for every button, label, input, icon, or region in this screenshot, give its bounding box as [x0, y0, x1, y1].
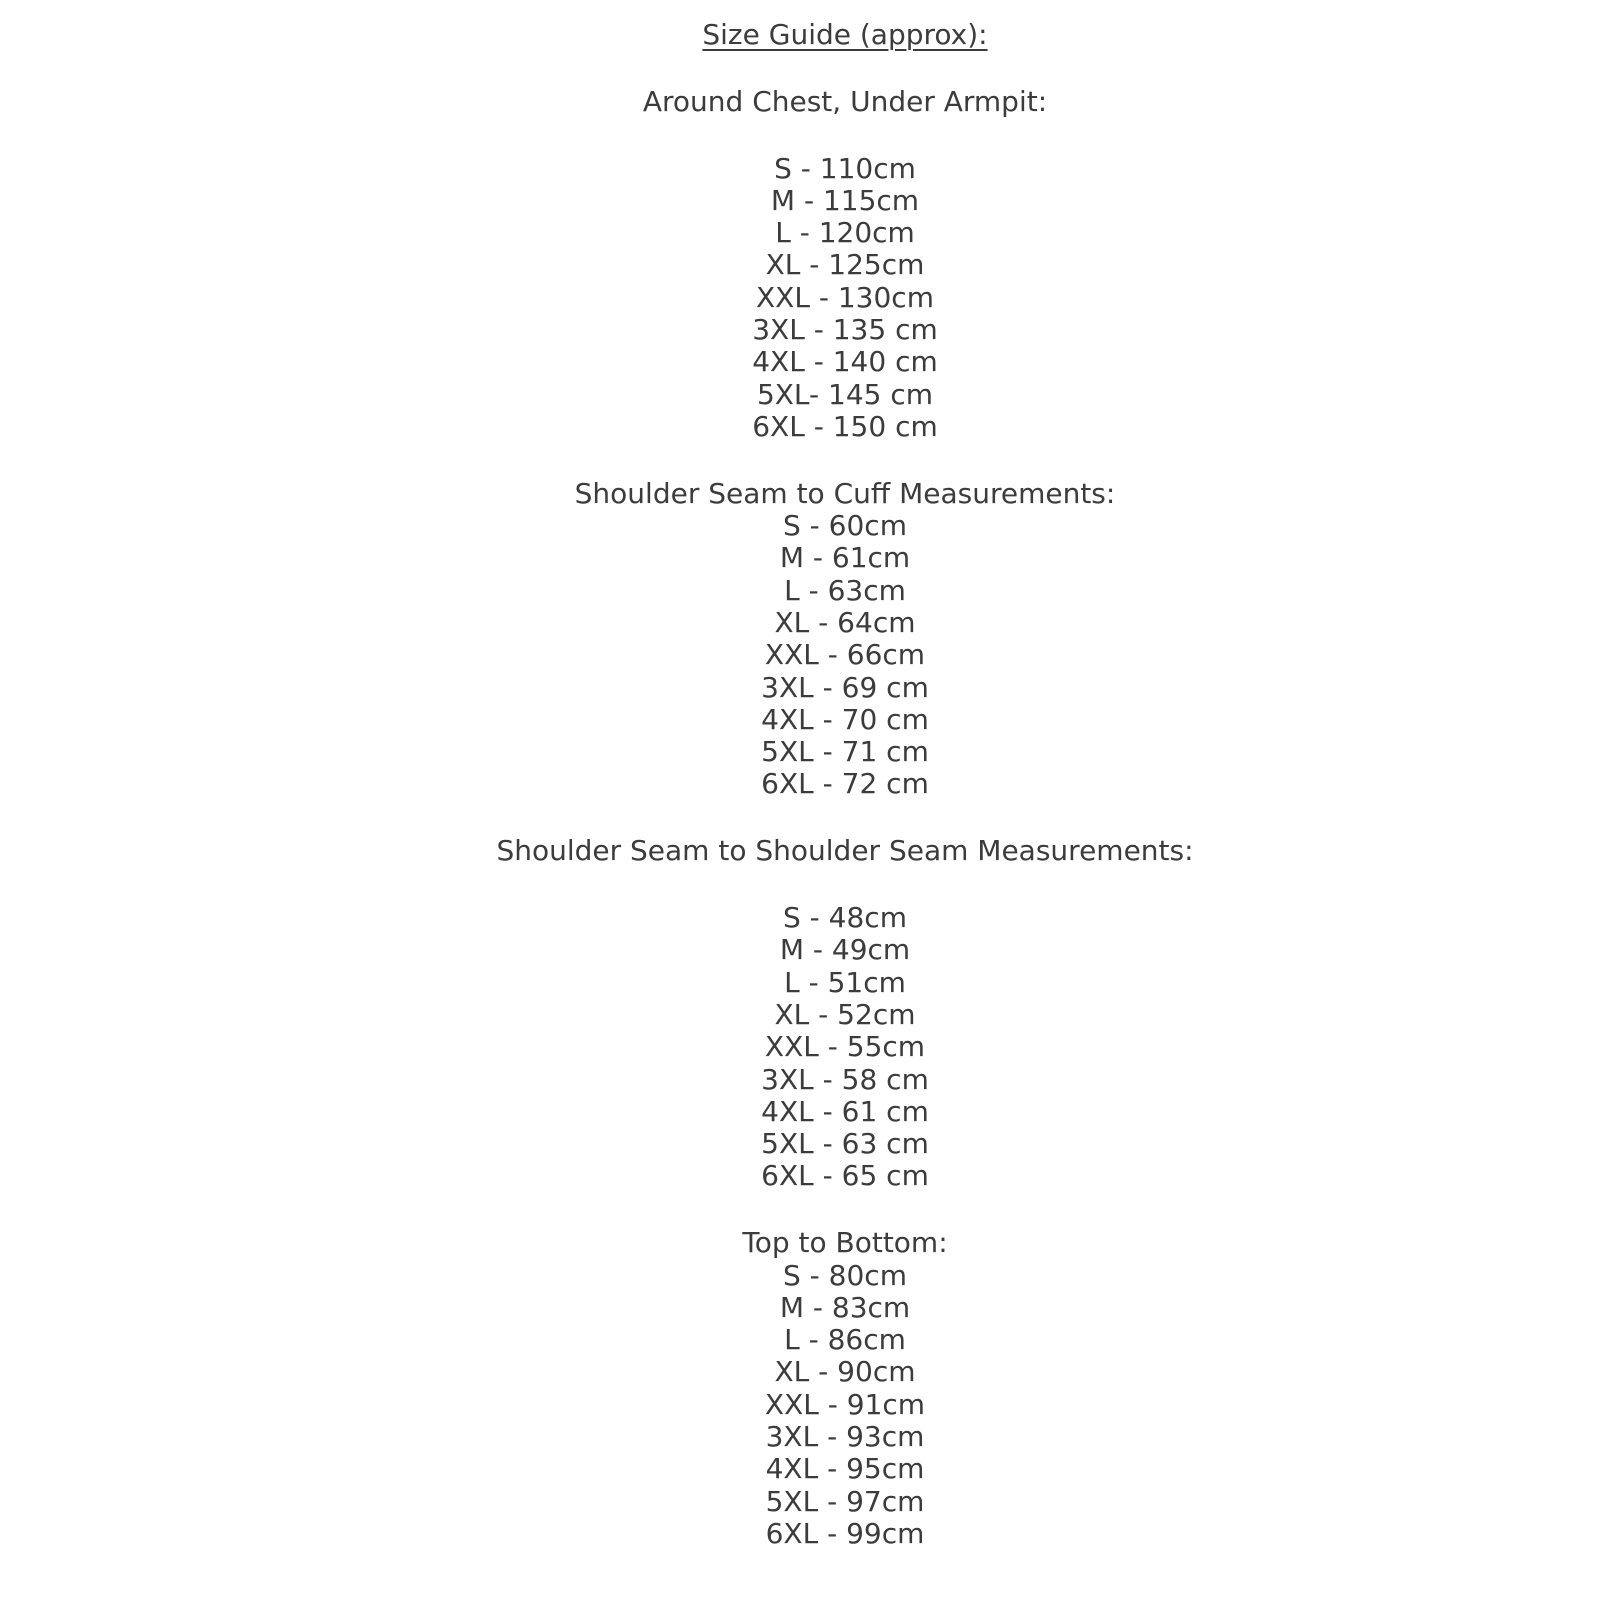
size-row: S - 110cm — [774, 151, 916, 185]
page-title: Size Guide (approx): — [702, 18, 988, 51]
size-row: 6XL - 99cm — [765, 1516, 925, 1550]
size-row: 6XL - 150 cm — [752, 409, 938, 443]
size-row: XL - 64cm — [774, 605, 916, 639]
size-row: S - 60cm — [783, 509, 907, 543]
size-row: XL - 125cm — [765, 248, 925, 282]
size-row: 3XL - 135 cm — [752, 313, 938, 347]
section-heading-length: Top to Bottom: — [742, 1226, 948, 1260]
size-row: L - 86cm — [784, 1323, 906, 1357]
size-row: M - 83cm — [779, 1290, 911, 1324]
size-row: XXL - 55cm — [764, 1030, 926, 1064]
spacer — [90, 51, 1600, 86]
size-row: 4XL - 95cm — [765, 1452, 925, 1486]
size-row: M - 49cm — [779, 933, 911, 967]
spacer — [90, 801, 1600, 836]
size-row: 6XL - 65 cm — [761, 1159, 929, 1193]
section-heading-chest: Around Chest, Under Armpit: — [642, 84, 1048, 118]
size-row: L - 120cm — [775, 216, 915, 250]
size-row: 3XL - 58 cm — [761, 1062, 929, 1096]
size-row: 4XL - 140 cm — [752, 345, 938, 379]
size-row: M - 115cm — [770, 183, 920, 217]
size-row: 6XL - 72 cm — [761, 767, 929, 801]
size-row: M - 61cm — [779, 541, 911, 575]
size-row: 5XL- 145 cm — [756, 377, 934, 411]
size-row: 3XL - 69 cm — [761, 670, 929, 704]
spacer — [90, 868, 1600, 903]
size-row: 5XL - 71 cm — [761, 735, 929, 769]
size-row: XL - 90cm — [774, 1355, 916, 1389]
section-heading-shoulder: Shoulder Seam to Shoulder Seam Measurements: — [496, 834, 1194, 868]
size-row: S - 80cm — [783, 1258, 907, 1292]
spacer — [90, 118, 1600, 153]
spacer — [90, 1193, 1600, 1228]
size-row: 4XL - 70 cm — [761, 702, 929, 736]
size-row: S - 48cm — [783, 901, 907, 935]
size-row: 5XL - 97cm — [765, 1484, 925, 1518]
size-row: XXL - 130cm — [756, 280, 934, 314]
size-row: XXL - 66cm — [764, 638, 926, 672]
size-row: XL - 52cm — [774, 997, 916, 1031]
size-row: 5XL - 63 cm — [761, 1127, 929, 1161]
size-row: 4XL - 61 cm — [761, 1094, 929, 1128]
spacer — [90, 443, 1600, 478]
size-row: L - 51cm — [784, 965, 906, 999]
size-row: 3XL - 93cm — [765, 1419, 925, 1453]
size-row: L - 63cm — [784, 573, 906, 607]
section-heading-sleeve: Shoulder Seam to Cuff Measurements: — [574, 476, 1116, 510]
size-row: XXL - 91cm — [764, 1387, 926, 1421]
